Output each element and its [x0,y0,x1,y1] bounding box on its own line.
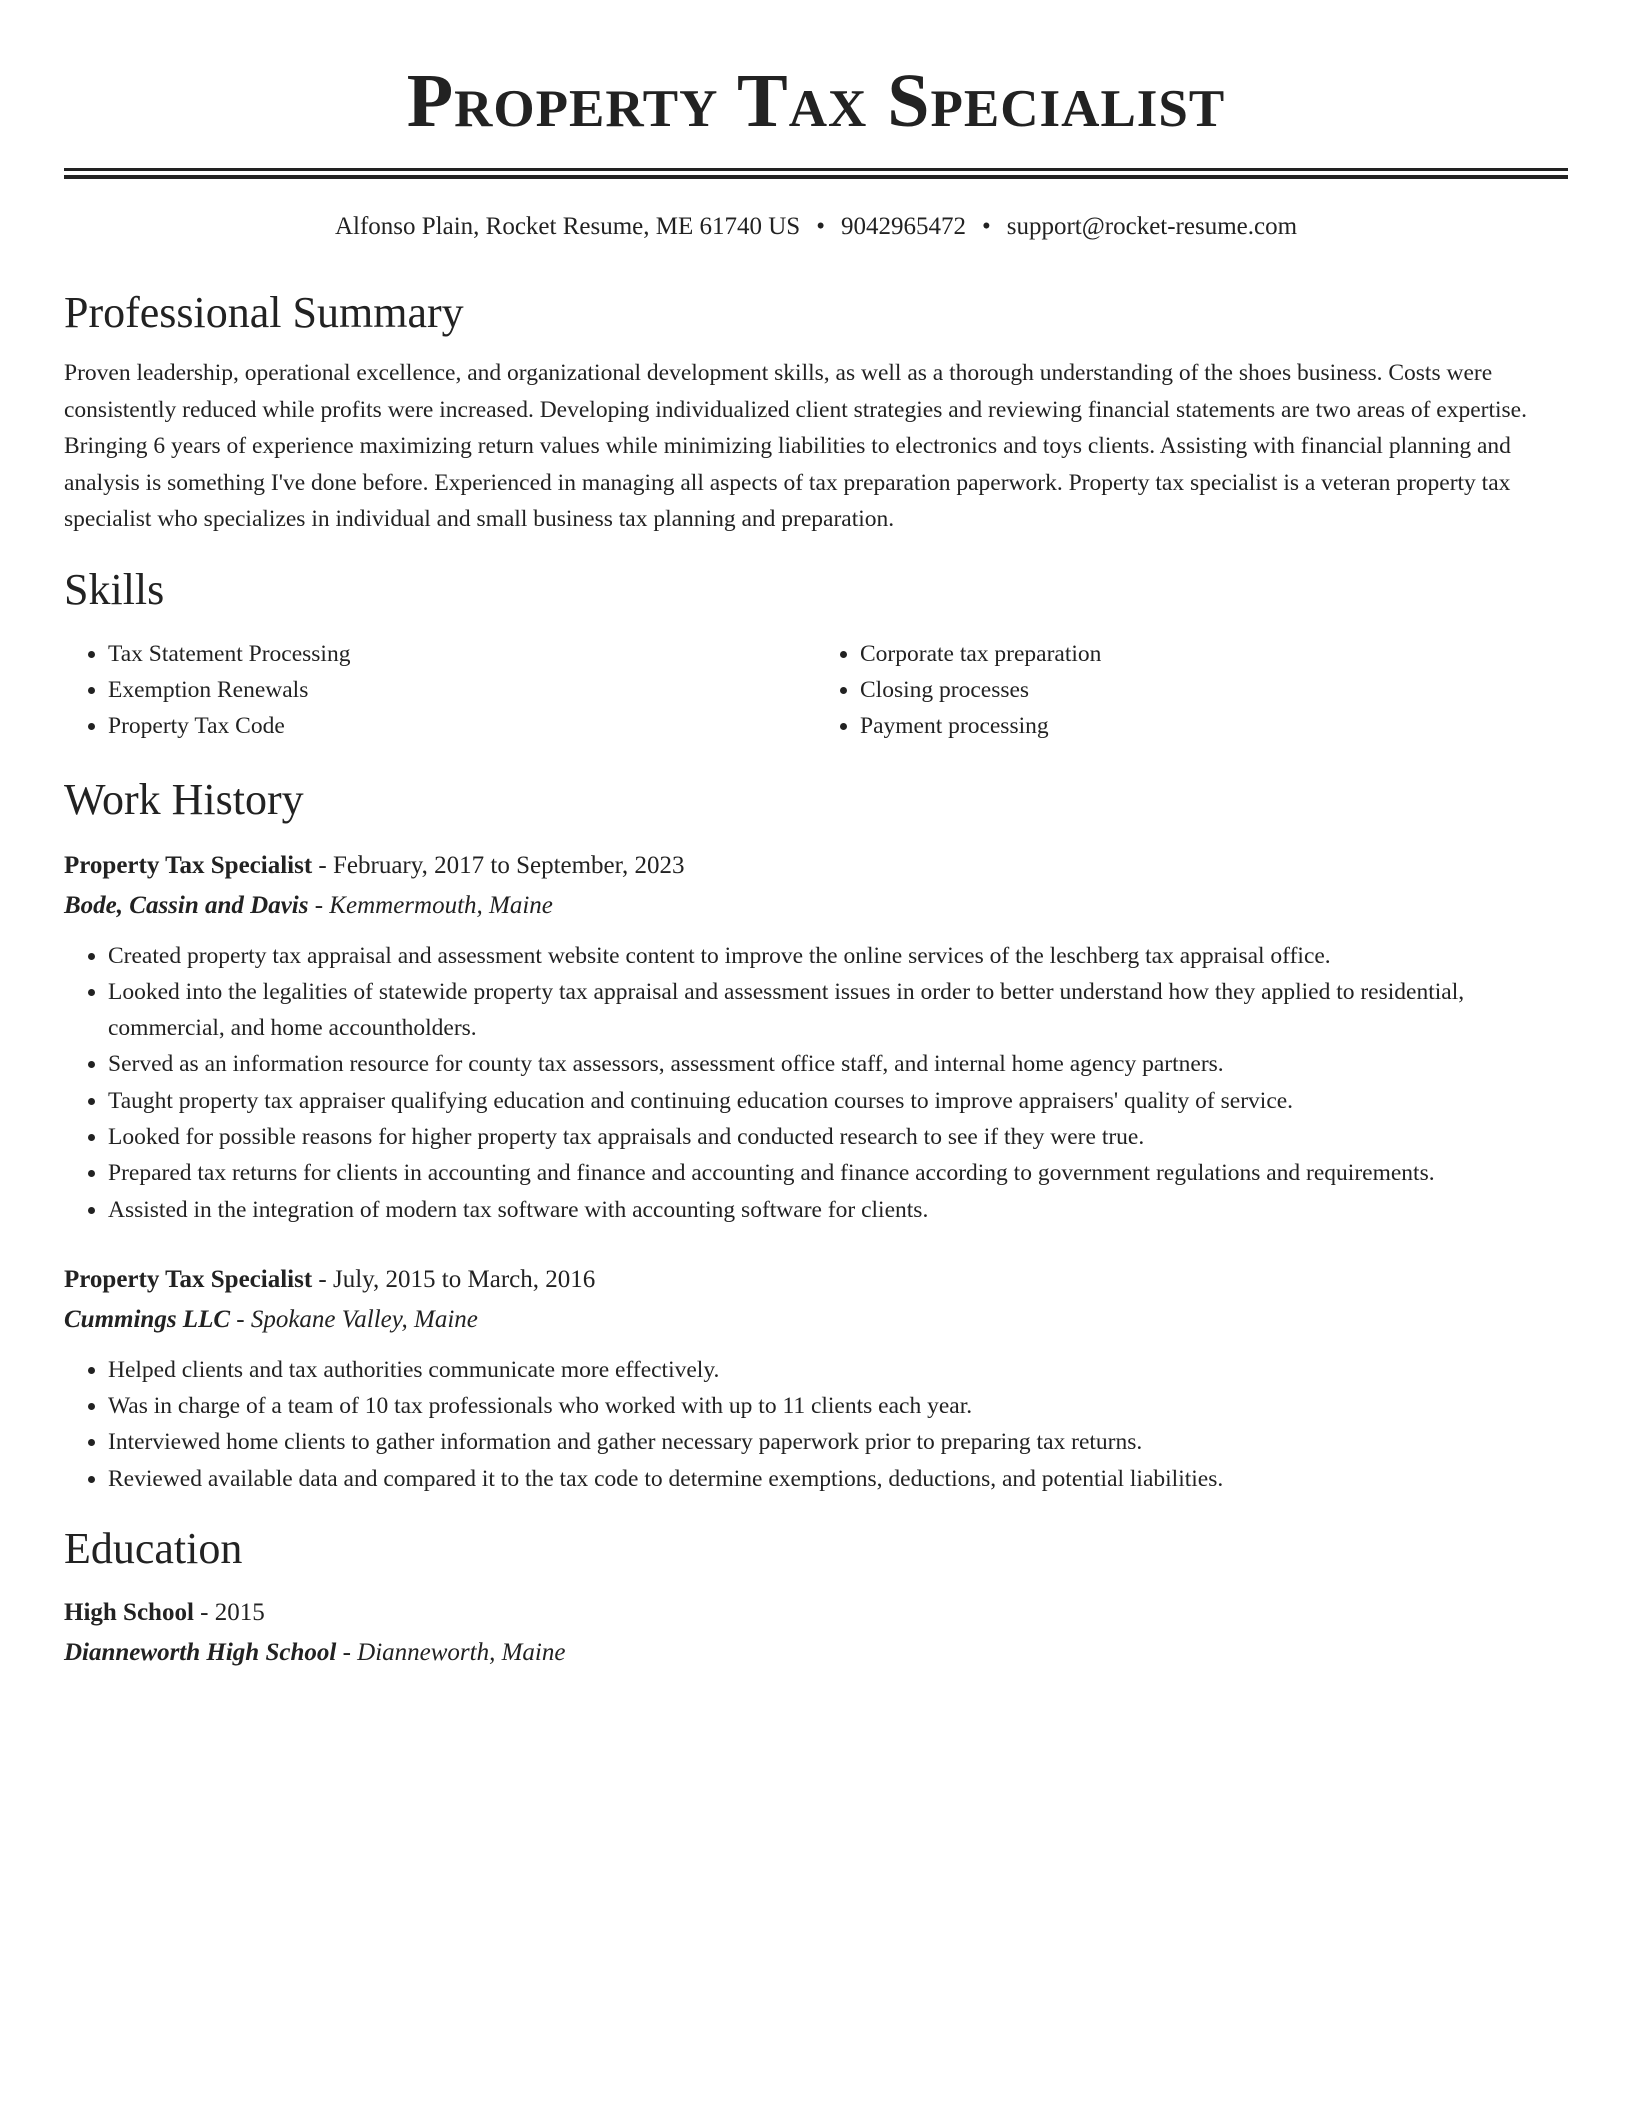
job-dates: - February, 2017 to September, 2023 [312,851,685,879]
skills-list [64,636,1568,744]
duty-item: • Helped clients and tax authorities communicate more effectively. [108,1352,1568,1388]
education-school-line [64,1633,1568,1673]
job-location: - Spokane Valley, Maine [230,1305,478,1333]
duty-item: • Looked for possible reasons for higher property tax appraisals and conducted research to see if they were true. [108,1119,1568,1155]
job-entry [64,846,1568,1228]
job-company-line [64,886,1568,926]
education-year: - 2015 [193,1599,265,1627]
contact-address: Alfonso Plain, Rocket Resume, ME 61740 US [334,213,801,240]
skill-item: • Property Tax Code [108,708,816,744]
job-title-line [64,1260,1568,1300]
resume-title: Property Tax Specialist [406,59,1226,143]
education-degree-line [64,1593,1568,1633]
education-degree: High School [64,1599,194,1627]
job-duties [64,938,1568,1228]
duty-item: • Interviewed home clients to gather information and gather necessary paperwork prior to preparing tax returns. [108,1424,1568,1460]
duty-item: • Was in charge of a team of 10 tax professionals who worked with up to 11 clients each year. [108,1388,1568,1424]
contact-line [64,211,1568,243]
duty-item: • Served as an information resource for county tax assessors, assessment office staff, and internal home agency partners. [108,1046,1568,1082]
duty-item: • Taught property tax appraiser qualifying education and continuing education courses to improve appraisers' quality of service. [108,1083,1568,1119]
job-location: - Kemmermouth, Maine [308,891,553,919]
skills-column-right [816,636,1568,744]
contact-separator: • [816,213,825,240]
skill-item: • Exemption Renewals [108,672,816,708]
skills-heading: Skills [64,564,165,614]
skill-item: • Tax Statement Processing [108,636,816,672]
title-divider [64,168,1568,179]
duty-item: • Assisted in the integration of modern tax software with accounting software for clients. [108,1192,1568,1228]
duty-item: • Reviewed available data and compared it to the tax code to determine exemptions, deductions, and potential liabilities. [108,1461,1568,1497]
skill-item: • Corporate tax preparation [860,636,1568,672]
skill-item: • Closing processes [860,672,1568,708]
contact-separator: • [981,213,991,240]
job-duties [64,1352,1568,1497]
job-company: Bode, Cassin and Davis [64,891,309,919]
job-company: Cummings LLC [64,1305,231,1333]
education-heading: Education [64,1524,243,1574]
education-school: Dianneworth High School [64,1639,337,1667]
work-history-heading: Work History [64,774,304,824]
skills-column-left [64,636,816,744]
job-title: Property Tax Specialist [64,851,313,879]
job-company-line [64,1300,1568,1340]
skill-item: • Payment processing [860,708,1568,744]
contact-email: support@rocket-resume.com [1006,213,1298,240]
job-title: Property Tax Specialist [64,1265,313,1293]
summary-text: Proven leadership, operational excellence, and organizational development skills, as well as a thorough understanding of the shoes business. Costs were consistently reduced while profits were increased. Developing individualized client strategies and reviewing financial statements are two areas of expertise. Bringing 6 years of experience maximizing return values while minimizing liabilities to electronics and toys clients. Assisting with financial planning and analysis is something I've done before. Experienced in managing all aspects of tax preparation paperwork. Property tax specialist is a veteran property tax specialist who specializes in individual and small business tax planning and preparation. [64,360,1527,532]
contact-phone: 9042965472 [840,213,966,240]
job-title-line [64,846,1568,886]
duty-item: • Created property tax appraisal and assessment website content to improve the online services of the leschberg tax appraisal office. [108,938,1568,974]
job-dates: - July, 2015 to March, 2016 [312,1265,596,1293]
summary-heading: Professional Summary [64,288,464,337]
job-entry [64,1260,1568,1497]
duty-item: • Looked into the legalities of statewide property tax appraisal and assessment issues in order to better understand how they applied to residential, commercial, and home accountholders. [108,974,1568,1047]
duty-item: • Prepared tax returns for clients in accounting and finance and accounting and finance according to government regulations and requirements. [108,1155,1568,1191]
education-location: - Dianneworth, Maine [336,1639,566,1667]
